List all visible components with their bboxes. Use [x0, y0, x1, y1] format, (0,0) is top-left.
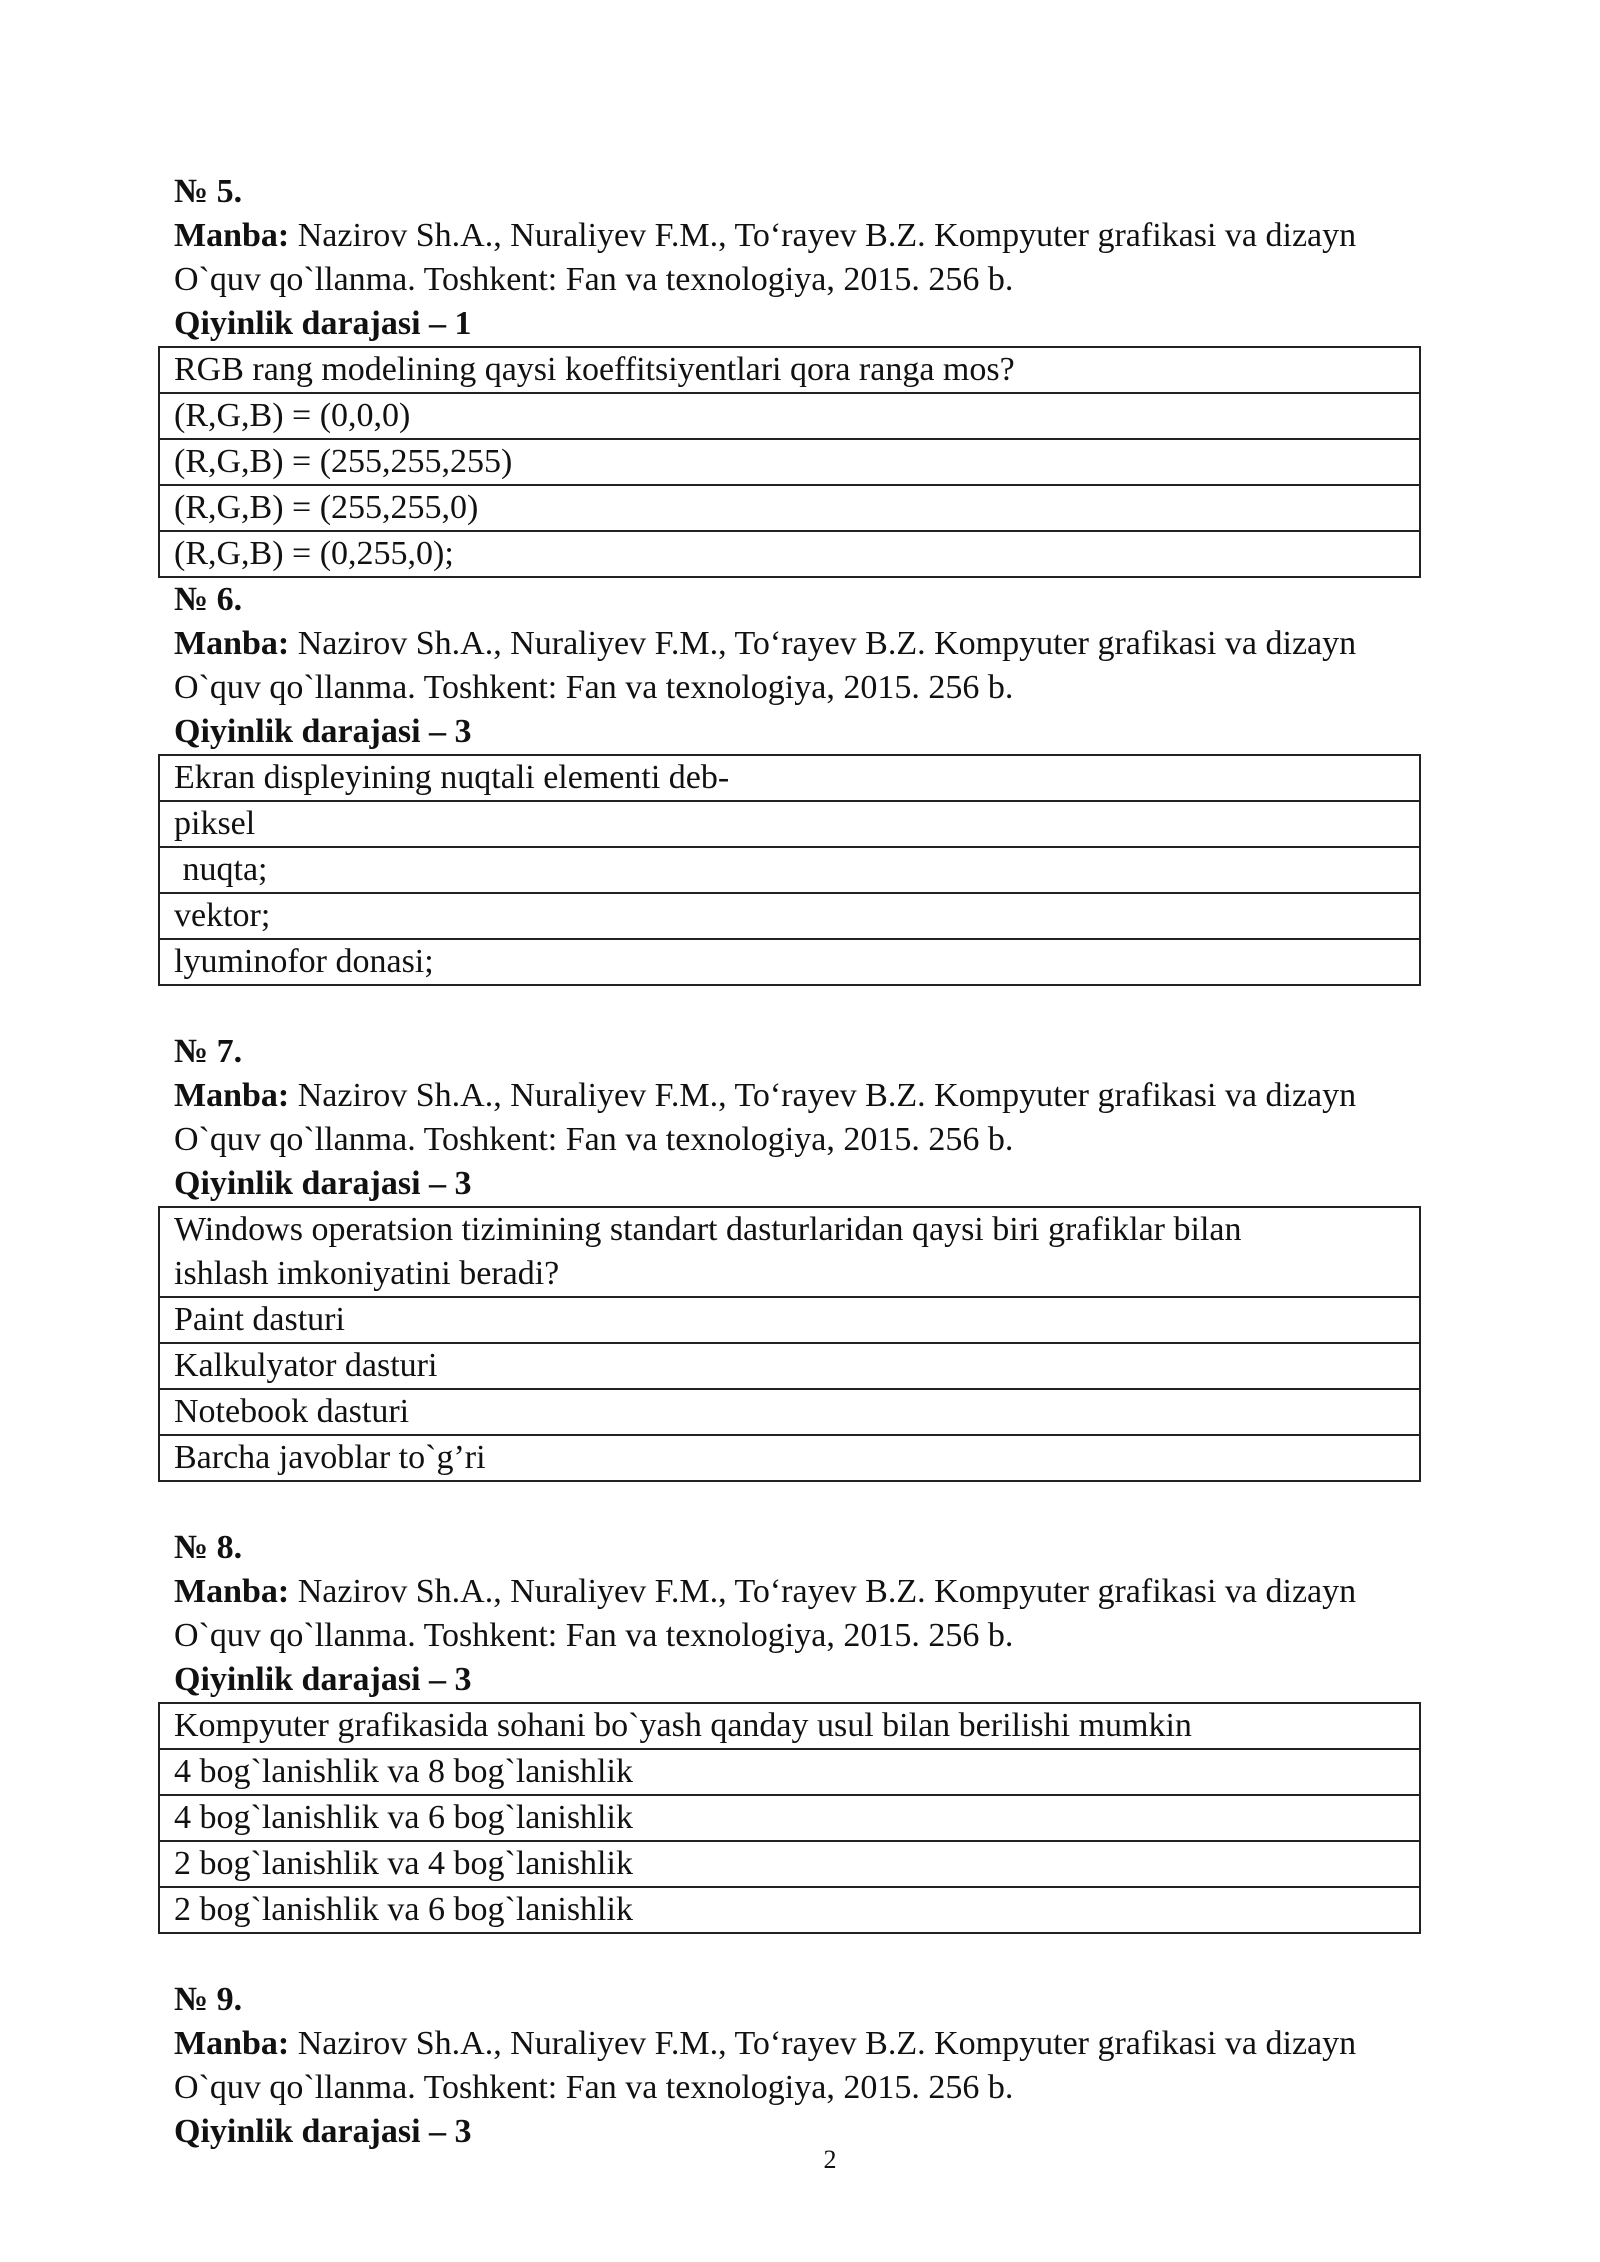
source-line — [174, 1570, 1494, 1614]
table-row — [159, 939, 1420, 985]
question-number: № 5. — [174, 173, 243, 210]
answer-option: (R,G,B) = (0,255,0); — [159, 531, 1420, 577]
answer-option: 2 bog`lanishlik va 6 bog`lanishlik — [159, 1887, 1420, 1933]
difficulty-level: Qiyinlik darajasi – 3 — [174, 713, 472, 750]
answer-option: Paint dasturi — [159, 1297, 1420, 1343]
table-row — [159, 1207, 1420, 1297]
table-row — [159, 1389, 1420, 1435]
answer-option: 4 bog`lanishlik va 8 bog`lanishlik — [159, 1749, 1420, 1795]
difficulty-level: Qiyinlik darajasi – 3 — [174, 1661, 472, 1698]
table-row — [159, 393, 1420, 439]
answer-option: piksel — [159, 801, 1420, 847]
table-row — [159, 531, 1420, 577]
answer-option: (R,G,B) = (0,0,0) — [159, 393, 1420, 439]
answer-table — [158, 1206, 1421, 1482]
page-number: 2 — [823, 2145, 837, 2174]
answer-option: Notebook dasturi — [159, 1389, 1420, 1435]
source-text: Nazirov Sh.A., Nuraliyev F.M., To‘rayev B.Z. Kompyuter grafikasi va dizayn — [289, 2025, 1357, 2062]
question-8 — [174, 1526, 1494, 1934]
difficulty-level: Qiyinlik darajasi – 3 — [174, 2113, 472, 2150]
table-row — [159, 1887, 1420, 1933]
question-number: № 6. — [174, 581, 243, 618]
table-row — [159, 893, 1420, 939]
question-text-line: Windows operatsion tizimining standart dasturlaridan qaysi biri grafiklar bilan — [174, 1211, 1242, 1248]
difficulty-level: Qiyinlik darajasi – 3 — [174, 1165, 472, 1202]
answer-option: vektor; — [159, 893, 1420, 939]
answer-option: 4 bog`lanishlik va 6 bog`lanishlik — [159, 1795, 1420, 1841]
answer-option: nuqta; — [159, 847, 1420, 893]
answer-table — [158, 754, 1421, 986]
question-number: № 8. — [174, 1529, 243, 1566]
table-row — [159, 1343, 1420, 1389]
source-label: Manba: — [174, 625, 290, 662]
source-label: Manba: — [174, 2025, 290, 2062]
question-5 — [174, 170, 1494, 578]
answer-option: 2 bog`lanishlik va 4 bog`lanishlik — [159, 1841, 1420, 1887]
question-text: Kompyuter grafikasida sohani bo`yash qanday usul bilan berilishi mumkin — [159, 1703, 1420, 1749]
question-7 — [174, 1030, 1494, 1482]
table-row — [159, 1435, 1420, 1481]
question-text: RGB rang modelining qaysi koeffitsiyentlari qora ranga mos? — [159, 347, 1420, 393]
table-row — [159, 801, 1420, 847]
answer-option: Kalkulyator dasturi — [159, 1343, 1420, 1389]
table-row — [159, 485, 1420, 531]
source-text: Nazirov Sh.A., Nuraliyev F.M., To‘rayev B.Z. Kompyuter grafikasi va dizayn — [289, 625, 1357, 662]
difficulty-level: Qiyinlik darajasi – 1 — [174, 305, 472, 342]
table-row — [159, 347, 1420, 393]
question-text: Ekran displeyining nuqtali elementi deb- — [159, 755, 1420, 801]
source-line-2: O`quv qo`llanma. Toshkent: Fan va texnologiya, 2015. 256 b. — [174, 2069, 1014, 2106]
table-row — [159, 1841, 1420, 1887]
source-label: Manba: — [174, 1573, 290, 1610]
source-label: Manba: — [174, 1077, 290, 1114]
document-page — [174, 170, 1494, 2154]
source-line — [174, 2022, 1494, 2066]
answer-table — [158, 346, 1421, 578]
question-9 — [174, 1978, 1494, 2154]
question-6 — [174, 578, 1494, 986]
table-row — [159, 1297, 1420, 1343]
source-text: Nazirov Sh.A., Nuraliyev F.M., To‘rayev B.Z. Kompyuter grafikasi va dizayn — [289, 1077, 1357, 1114]
table-row — [159, 1795, 1420, 1841]
question-number: № 7. — [174, 1033, 243, 1070]
answer-option: (R,G,B) = (255,255,255) — [159, 439, 1420, 485]
table-row — [159, 755, 1420, 801]
source-text: Nazirov Sh.A., Nuraliyev F.M., To‘rayev B.Z. Kompyuter grafikasi va dizayn — [289, 217, 1357, 254]
source-label: Manba: — [174, 217, 290, 254]
source-line-2: O`quv qo`llanma. Toshkent: Fan va texnologiya, 2015. 256 b. — [174, 261, 1014, 298]
source-line — [174, 214, 1494, 258]
answer-table — [158, 1702, 1421, 1934]
answer-option: (R,G,B) = (255,255,0) — [159, 485, 1420, 531]
answer-option: lyuminofor donasi; — [159, 939, 1420, 985]
question-text-line: ishlash imkoniyatini beradi? — [174, 1255, 560, 1292]
source-line — [174, 1074, 1494, 1118]
source-line-2: O`quv qo`llanma. Toshkent: Fan va texnologiya, 2015. 256 b. — [174, 1121, 1014, 1158]
table-row — [159, 439, 1420, 485]
table-row — [159, 847, 1420, 893]
table-row — [159, 1703, 1420, 1749]
source-line — [174, 622, 1494, 666]
source-line-2: O`quv qo`llanma. Toshkent: Fan va texnologiya, 2015. 256 b. — [174, 669, 1014, 706]
source-text: Nazirov Sh.A., Nuraliyev F.M., To‘rayev B.Z. Kompyuter grafikasi va dizayn — [289, 1573, 1357, 1610]
source-line-2: O`quv qo`llanma. Toshkent: Fan va texnologiya, 2015. 256 b. — [174, 1617, 1014, 1654]
question-text — [159, 1207, 1420, 1297]
table-row — [159, 1749, 1420, 1795]
question-number: № 9. — [174, 1981, 243, 2018]
answer-option: Barcha javoblar to`g’ri — [159, 1435, 1420, 1481]
